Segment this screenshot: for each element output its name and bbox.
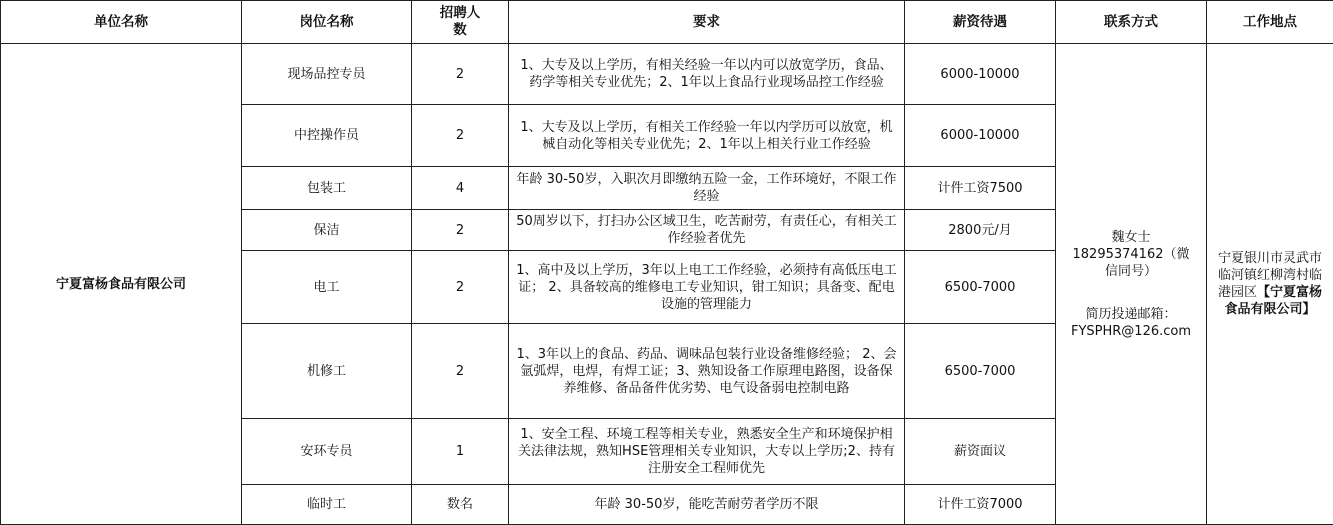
requirements-cell: 年龄 30-50岁，能吃苦耐劳者学历不限 (509, 485, 905, 525)
requirements-cell: 1、高中及以上学历，3年以上电工工作经验，必须持有高低压电工证； 2、具备较高的维修电工专业知识，钳工知识；具备变、配电设施的管理能力 (509, 251, 905, 324)
contact-phone: 18295374162（微信同号） (1072, 246, 1190, 279)
headcount-cell: 4 (412, 167, 509, 210)
salary-cell: 6000-10000 (905, 105, 1056, 167)
header-headcount: 招聘人数 (412, 1, 509, 44)
salary-cell: 薪资面议 (905, 419, 1056, 485)
requirements-cell: 1、3年以上的食品、药品、调味品包装行业设备维修经验； 2、会氩弧焊，电焊，有焊工证；3、熟知设备工作原理电路图，设备保养维修、备品备件优劣势、电气设备弱电控制电路 (509, 324, 905, 419)
contact-cell (1056, 44, 1207, 525)
contact-name: 魏女士 (1111, 229, 1151, 245)
requirements-cell: 年龄 30-50岁，入职次月即缴纳五险一金，工作环境好，不限工作经验 (509, 167, 905, 210)
header-salary: 薪资待遇 (905, 1, 1056, 44)
position-cell: 电工 (242, 251, 412, 324)
requirements-cell: 50周岁以下，打扫办公区域卫生，吃苦耐劳，有责任心，有相关工作经验者优先 (509, 210, 905, 251)
requirements-cell: 1、安全工程、环境工程等相关专业，熟悉安全生产和环境保护相关法律法规，熟知HSE管理相关专业知识，大专以上学历;2、持有注册安全工程师优先 (509, 419, 905, 485)
position-cell: 包装工 (242, 167, 412, 210)
header-contact: 联系方式 (1056, 1, 1207, 44)
salary-cell: 计件工资7000 (905, 485, 1056, 525)
location-company: 【宁夏富杨食品有限公司】 (1224, 285, 1323, 317)
email-label: 简历投递邮箱： (1085, 306, 1177, 322)
position-cell: 中控操作员 (242, 105, 412, 167)
salary-cell: 2800元/月 (905, 210, 1056, 251)
position-cell: 机修工 (242, 324, 412, 419)
headcount-cell: 2 (412, 210, 509, 251)
requirements-cell: 1、大专及以上学历，有相关工作经验一年以内学历可以放宽，机械自动化等相关专业优先；2、1年以上相关行业工作经验 (509, 105, 905, 167)
salary-cell: 6000-10000 (905, 44, 1056, 105)
headcount-cell: 2 (412, 44, 509, 105)
headcount-cell: 数名 (412, 485, 509, 525)
position-cell: 现场品控专员 (242, 44, 412, 105)
headcount-cell: 2 (412, 324, 509, 419)
position-cell: 保洁 (242, 210, 412, 251)
salary-cell: 6500-7000 (905, 251, 1056, 324)
table-row (1, 44, 1333, 105)
header-position: 岗位名称 (242, 1, 412, 44)
header-company: 单位名称 (1, 1, 242, 44)
headcount-cell: 2 (412, 251, 509, 324)
location-address: 宁夏银川市灵武市临河镇红柳湾村临港园区 (1217, 251, 1322, 300)
location-cell (1207, 44, 1333, 525)
contact-email: FYSPHR@126.com (1070, 323, 1192, 339)
headcount-cell: 1 (412, 419, 509, 485)
header-requirements: 要求 (509, 1, 905, 44)
company-name: 宁夏富杨食品有限公司 (1, 44, 242, 525)
header-row (1, 1, 1333, 44)
salary-cell: 计件工资7500 (905, 167, 1056, 210)
requirements-cell: 1、大专及以上学历，有相关经验一年以内可以放宽学历，食品、药学等相关专业优先；2、1年以上食品行业现场品控工作经验 (509, 44, 905, 105)
position-cell: 临时工 (242, 485, 412, 525)
headcount-cell: 2 (412, 105, 509, 167)
position-cell: 安环专员 (242, 419, 412, 485)
header-location: 工作地点 (1207, 1, 1333, 44)
salary-cell: 6500-7000 (905, 324, 1056, 419)
